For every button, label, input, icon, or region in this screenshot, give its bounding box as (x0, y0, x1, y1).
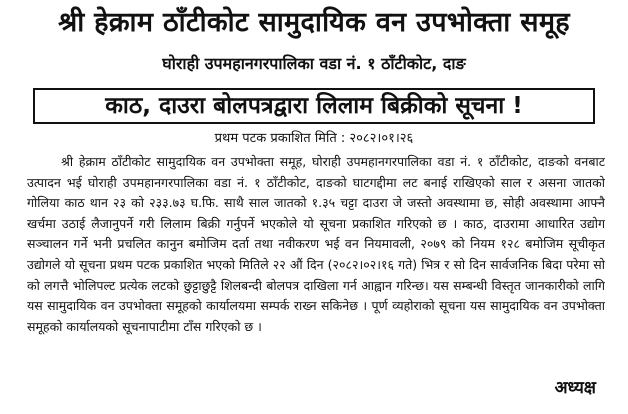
notice-body: श्री हेक्राम ठाँटीकोट सामुदायिक वन उपभोक्ता समूह, घोराही उपमहानगरपालिका वडा नं. १ ठाँटीकोट, दाङको वनबाट उत्पादन भई घोराही उपमहानगरपालिका वडा नं. १ ठाँटीकोट, दाङको घाटगद्दीमा लट बनाई राखिएको साल र असना जातको गोलिया काठ थान २३ को २३३.७३ घ.फि. साथै साल जातको १.३५ चट्टा दाउरा जे जस्तो अवस्थामा छ, सोही अवस्थामा आफ्नै खर्चमा उठाई लैजानुपर्ने गरी लिलाम बिक्री गर्नुपर्ने भएकोले यो सूचना प्रकाशित गरिएको छ । काठ, दाउरामा आधारित उद्योग सञ्चालन गर्ने भनी प्रचलित कानुन बमोजिम दर्ता तथा नवीकरण भई वन नियमावली, २०७९ को नियम १२८ बमोजिम सूचीकृत उद्योगले यो सूचना प्रथम पटक प्रकाशित भएको मितिले २२ औं दिन (२०८२।०२।१६ गते) भित्र र सो दिन सार्वजनिक बिदा परेमा सो को लगत्तै भोलिपल्ट प्रत्येक लटको छुट्टाछुट्टै शिलबन्दी बोलपत्र दाखिला गर्न आह्वान गरिन्छ। यस सम्बन्धी विस्तृत जानकारीको लागि यस सामुदायिक वन उपभोक्ता समूहको कार्यालयमा सम्पर्क राख्न सकिनेछ । पूर्ण व्यहोराको सूचना यस सामुदायिक वन उपभोक्ता समूहको कार्यालयको सूचनापाटीमा टाँस गरिएको छ । (27, 154, 605, 334)
organization-title: श्री हेक्राम ठाँटीकोट सामुदायिक वन उपभोक्ता समूह (58, 7, 570, 38)
organization-address: घोराही उपमहानगरपालिका वडा नं. १ ठाँटीकोट, दाङ (162, 54, 466, 73)
publication-date: प्रथम पटक प्रकाशित मिति : २०८२।०१।२६ (214, 131, 414, 146)
signature-chairperson: अध्यक्ष (551, 374, 600, 402)
notice-banner: काठ, दाउरा बोलपत्रद्वारा लिलाम बिक्रीको सूचना ! (33, 88, 595, 124)
